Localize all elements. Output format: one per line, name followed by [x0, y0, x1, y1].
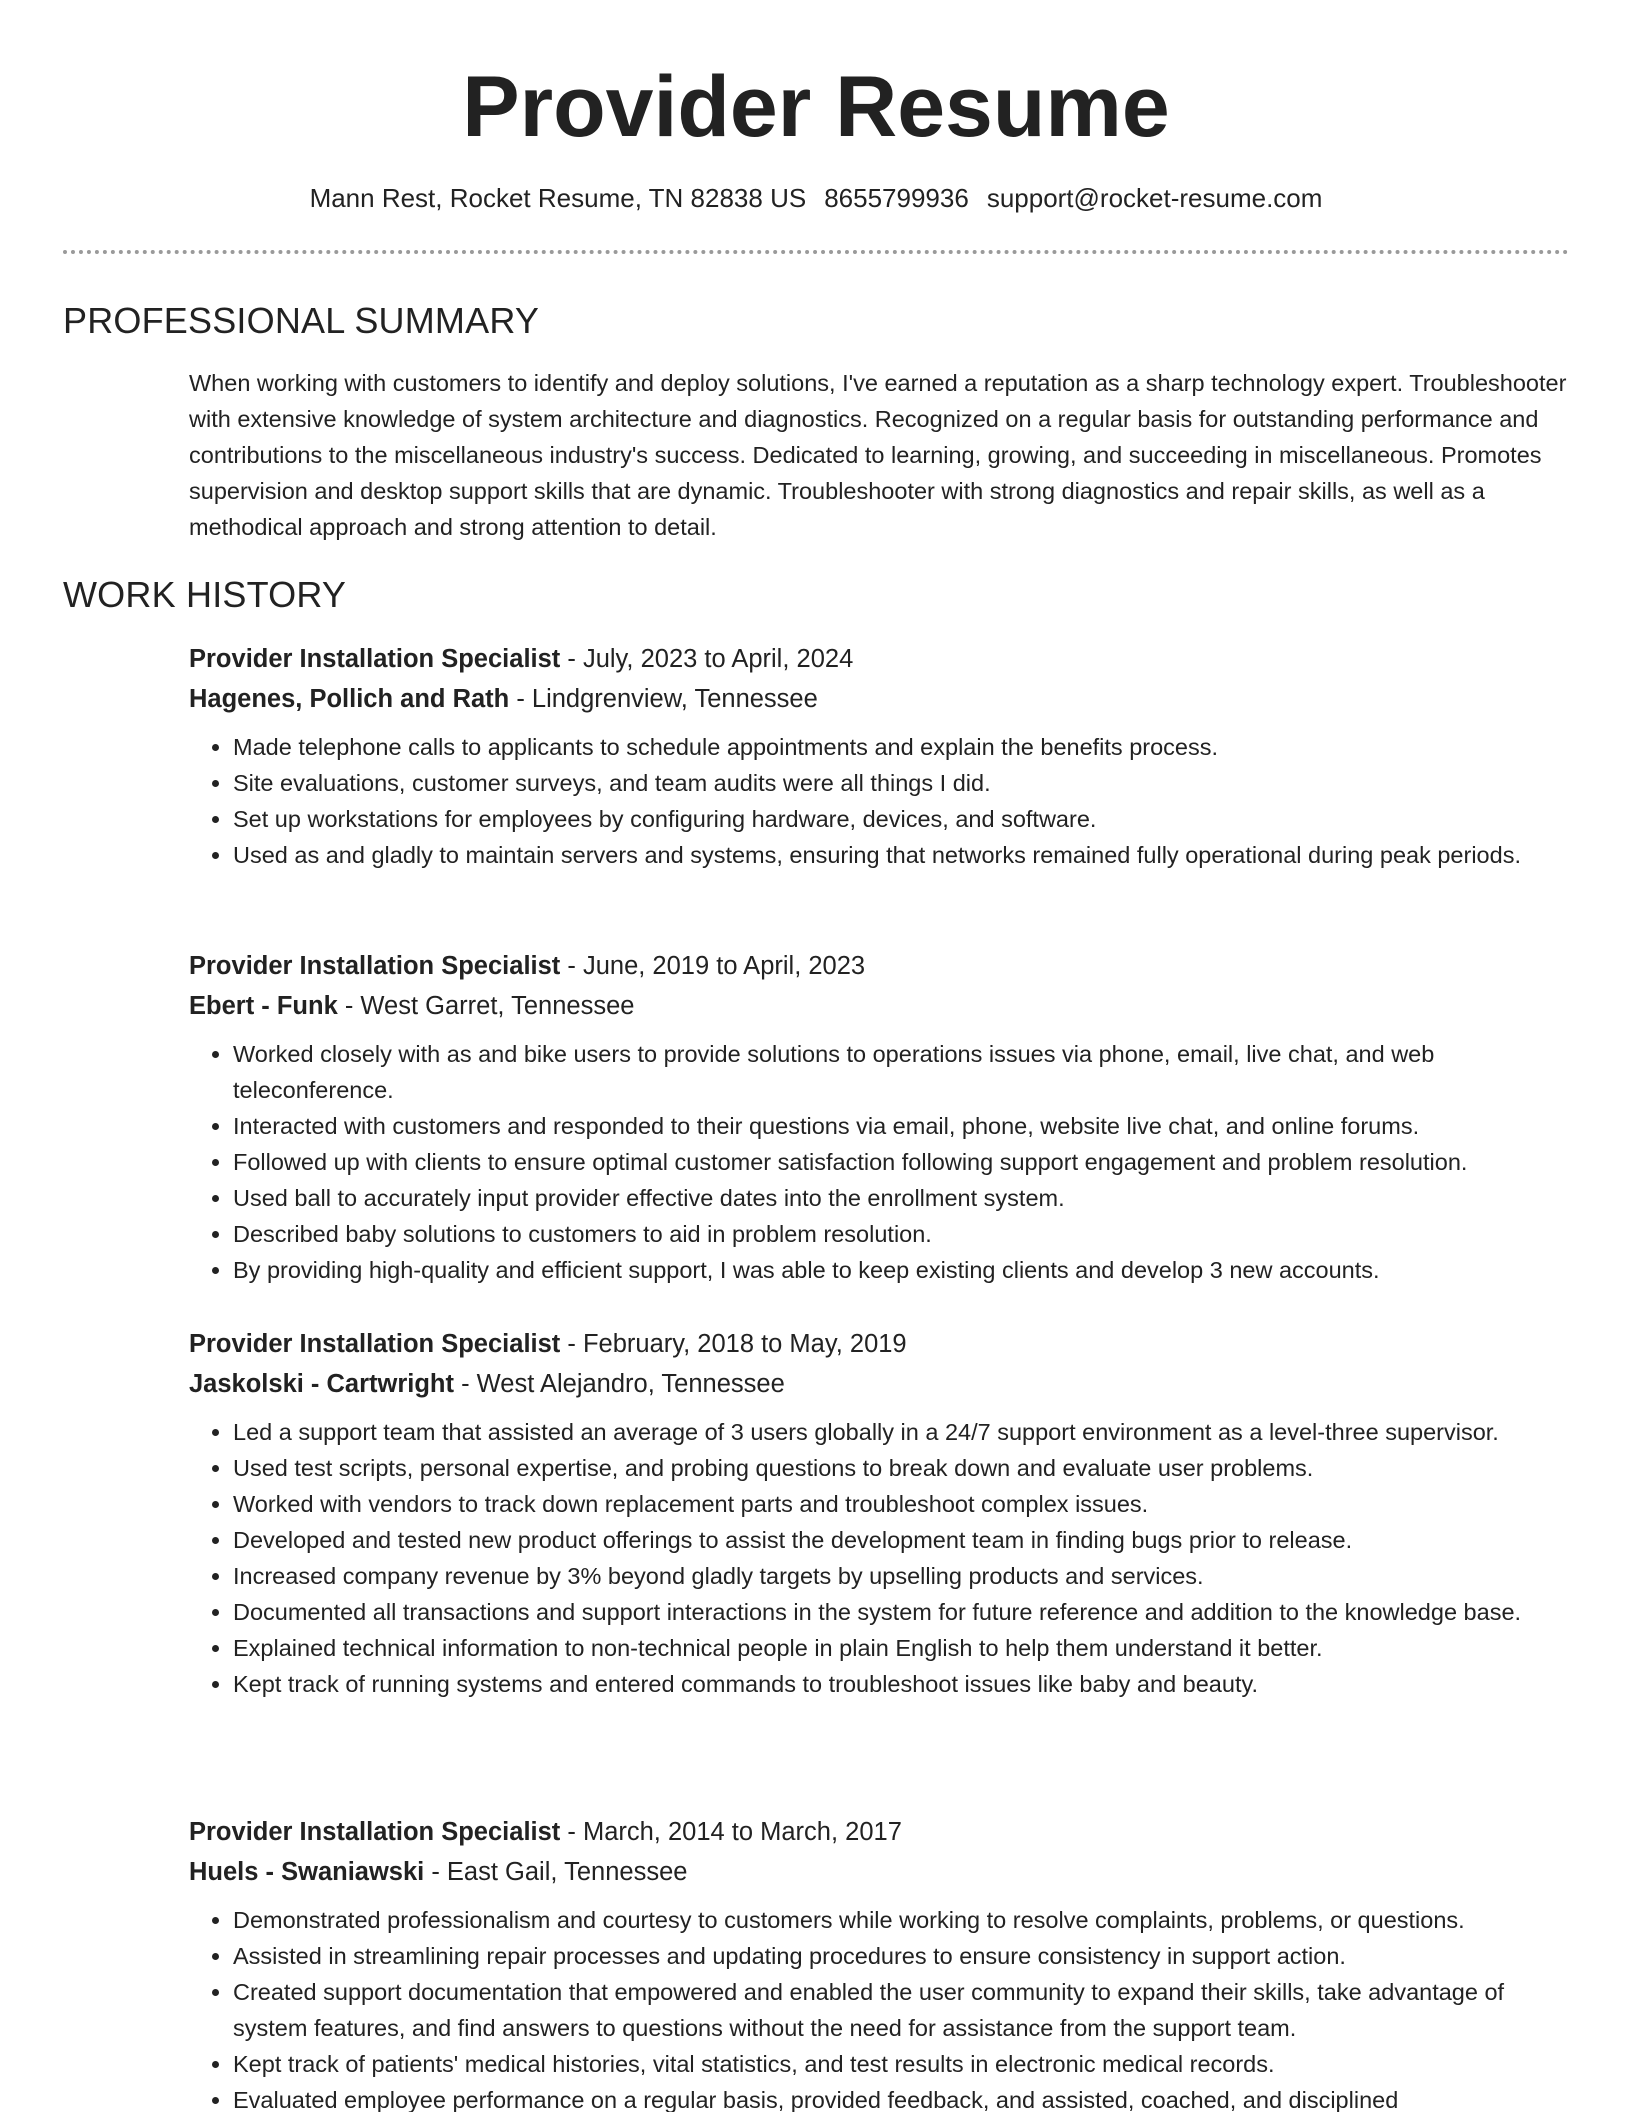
job-dates: - March, 2014 to March, 2017: [560, 1818, 902, 1846]
job-title-line: [189, 1812, 1574, 1852]
contact-phone: 8655799936: [824, 183, 969, 213]
job-company: Jaskolski - Cartwright: [189, 1370, 454, 1398]
job-bullet-list: [189, 1414, 1574, 1702]
job-bullet: • Kept track of patients' medical histories, vital statistics, and test results in electronic medical records.: [233, 2046, 1574, 2082]
job-company-line: [189, 679, 1574, 719]
job-company: Ebert - Funk: [189, 992, 338, 1020]
job-bullet: • Used test scripts, personal expertise, and probing questions to break down and evaluate user problems.: [233, 1450, 1574, 1486]
job-location: - West Alejandro, Tennessee: [454, 1370, 785, 1398]
summary-heading: PROFESSIONAL SUMMARY: [63, 300, 540, 341]
job-company: Hagenes, Pollich and Rath: [189, 685, 510, 713]
job-bullet: • Led a support team that assisted an average of 3 users globally in a 24/7 support environment as a level-three supervisor.: [233, 1414, 1574, 1450]
job-entry: [189, 1812, 1574, 2112]
job-title: Provider Installation Specialist: [189, 645, 561, 673]
job-bullet: • Site evaluations, customer surveys, and team audits were all things I did.: [233, 765, 1574, 801]
job-bullet: • Worked closely with as and bike users to provide solutions to operations issues via phone, email, live chat, and web teleconference.: [233, 1036, 1574, 1108]
job-title-line: [189, 1324, 1574, 1364]
contact-address: Mann Rest, Rocket Resume, TN 82838 US: [309, 183, 807, 213]
job-bullet: • Made telephone calls to applicants to schedule appointments and explain the benefits process.: [233, 729, 1574, 765]
job-dates: - July, 2023 to April, 2024: [560, 645, 854, 673]
job-bullet: • Interacted with customers and responded to their questions via email, phone, website live chat, and online forums.: [233, 1108, 1574, 1144]
job-bullet-list: [189, 729, 1574, 873]
summary-text: When working with customers to identify and deploy solutions, I've earned a reputation as a sharp technology expert. Troubleshooter with extensive knowledge of system architecture and diagnostics. Recognized on a regular basis for outstanding performance and contributions to the miscellaneous industry's success. Dedicated to learning, growing, and succeeding in miscellaneous. Promotes supervision and desktop support skills that are dynamic. Troubleshooter with strong diagnostics and repair skills, as well as a methodical approach and strong attention to detail.: [189, 370, 1567, 540]
page-title: Provider Resume: [462, 59, 1170, 155]
job-bullet: • By providing high-quality and efficient support, I was able to keep existing clients and develop 3 new accounts.: [233, 1252, 1574, 1288]
job-company: Huels - Swaniawski: [189, 1858, 425, 1886]
job-location: - East Gail, Tennessee: [424, 1858, 688, 1886]
job-location: - Lindgrenview, Tennessee: [509, 685, 818, 713]
job-title: Provider Installation Specialist: [189, 952, 561, 980]
job-bullet: • Created support documentation that empowered and enabled the user community to expand their skills, take advantage of system features, and find answers to questions without the need for assistance from the support team.: [233, 1974, 1574, 2046]
job-bullet: • Used as and gladly to maintain servers and systems, ensuring that networks remained fully operational during peak periods.: [233, 837, 1574, 873]
job-bullet: • Evaluated employee performance on a regular basis, provided feedback, and assisted, coached, and disciplined: [233, 2082, 1574, 2112]
job-entry: [189, 946, 1574, 1288]
job-bullet: • Increased company revenue by 3% beyond gladly targets by upselling products and services.: [233, 1558, 1574, 1594]
job-bullet: • Explained technical information to non-technical people in plain English to help them understand it better.: [233, 1630, 1574, 1666]
contact-email: support@rocket-resume.com: [986, 183, 1323, 213]
job-bullet: • Used ball to accurately input provider effective dates into the enrollment system.: [233, 1180, 1574, 1216]
job-entry: [189, 639, 1574, 873]
header-divider: [63, 250, 1569, 254]
job-company-line: [189, 986, 1574, 1026]
job-company-line: [189, 1852, 1574, 1892]
job-bullet: • Described baby solutions to customers to aid in problem resolution.: [233, 1216, 1574, 1252]
job-company-line: [189, 1364, 1574, 1404]
job-bullet: • Demonstrated professionalism and courtesy to customers while working to resolve complaints, problems, or questions.: [233, 1902, 1574, 1938]
job-location: - West Garret, Tennessee: [337, 992, 635, 1020]
job-bullet: • Worked with vendors to track down replacement parts and troubleshoot complex issues.: [233, 1486, 1574, 1522]
job-bullet: • Assisted in streamlining repair processes and updating procedures to ensure consistency in support action.: [233, 1938, 1574, 1974]
job-bullet: • Set up workstations for employees by configuring hardware, devices, and software.: [233, 801, 1574, 837]
job-bullet-list: [189, 1902, 1574, 2112]
job-title: Provider Installation Specialist: [189, 1818, 561, 1846]
job-title-line: [189, 639, 1574, 679]
contact-info: [0, 180, 1632, 216]
job-title-line: [189, 946, 1574, 986]
job-bullet: • Followed up with clients to ensure optimal customer satisfaction following support engagement and problem resolution.: [233, 1144, 1574, 1180]
job-bullet: • Kept track of running systems and entered commands to troubleshoot issues like baby and beauty.: [233, 1666, 1574, 1702]
job-title: Provider Installation Specialist: [189, 1330, 561, 1358]
job-bullet-list: [189, 1036, 1574, 1288]
work-history-heading: WORK HISTORY: [63, 574, 347, 615]
job-bullet: • Documented all transactions and support interactions in the system for future reference and addition to the knowledge base.: [233, 1594, 1574, 1630]
job-entry: [189, 1324, 1574, 1702]
job-dates: - February, 2018 to May, 2019: [560, 1330, 907, 1358]
job-bullet: • Developed and tested new product offerings to assist the development team in finding bugs prior to release.: [233, 1522, 1574, 1558]
job-dates: - June, 2019 to April, 2023: [560, 952, 866, 980]
